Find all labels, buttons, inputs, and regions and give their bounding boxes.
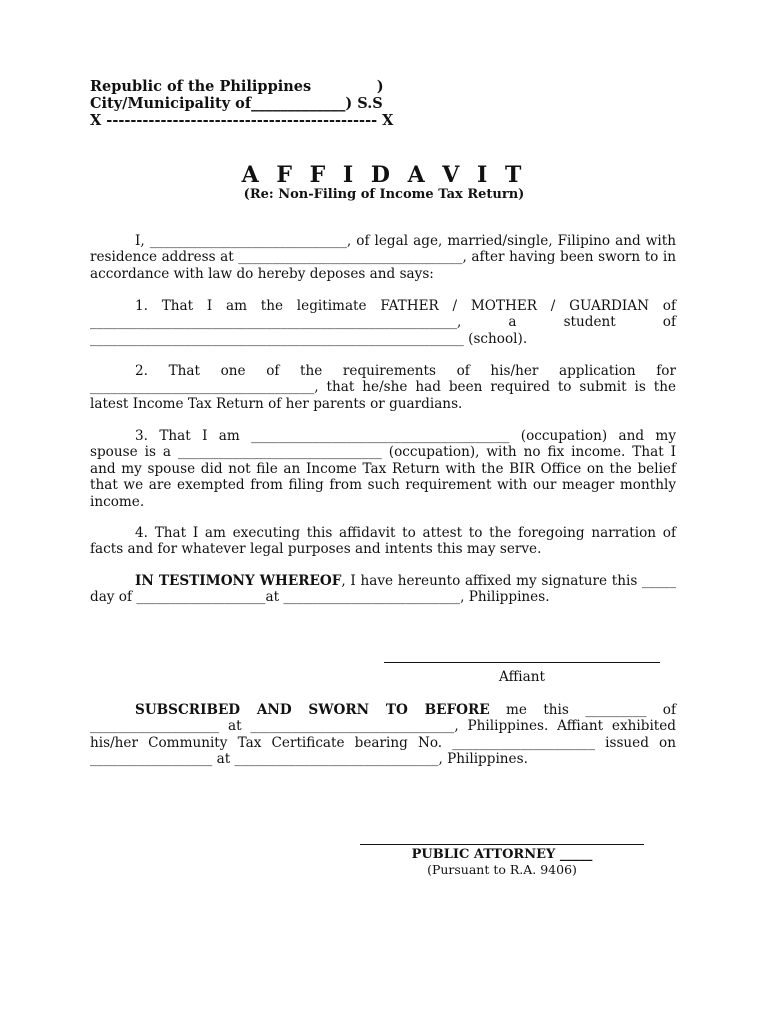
attorney-signature-block (360, 844, 644, 877)
attorney-note: (Pursuant to R.A. 9406) (427, 862, 577, 877)
document-header (90, 78, 393, 129)
header-divider-line: X --------------------------------------------- X (90, 112, 394, 129)
subscribed-text: me this _________ of ___________________ at ______________________________, Philippines. Affiant exhibited his/her Community Tax Certificate bearing No. _____________________ issued on __________________ at ______________________________, Philippines. (90, 702, 676, 768)
attorney-label: PUBLIC ATTORNEY _____ (411, 847, 593, 862)
item-4-paragraph: 4. That I am executing this affidavit to attest to the foregoing narration of facts and for whatever legal purposes and intents this may serve. (90, 525, 676, 558)
document-subtitle: (Re: Non-Filing of Income Tax Return) (243, 187, 525, 202)
affiant-signature-line (384, 662, 660, 663)
subscribed-paragraph (90, 702, 676, 768)
header-city-line: City/Municipality of_____________) S.S (90, 95, 383, 112)
document-title: A F F I D A V I T (241, 162, 527, 188)
intro-paragraph: I, _____________________________, of legal age, married/single, Filipino and with residence address at _________________________________, after having been sworn to in accordance with law do hereby deposes and says: (90, 233, 676, 282)
item-3-paragraph: 3. That I am ______________________________________ (occupation) and my spouse is a ______________________________ (occupation), with no fix income. That I and my spouse did not file an Income Tax Return with the BIR Office on the belief that we are exempted from filing from such requirement with our meager monthly income. (90, 428, 676, 510)
subscribed-heading: SUBSCRIBED AND SWORN TO BEFORE (135, 702, 490, 718)
testimony-paragraph (90, 573, 676, 606)
attorney-signature-line (360, 844, 644, 845)
item-1-paragraph: 1. That I am the legitimate FATHER / MOTHER / GUARDIAN of ______________________________________________________, a student of _______________________________________________________ (school). (90, 298, 676, 347)
testimony-heading: IN TESTIMONY WHEREOF (135, 573, 342, 589)
affiant-signature-block (384, 662, 660, 685)
affiant-label: Affiant (499, 669, 545, 685)
testimony-text: , I have hereunto affixed my signature this _____ day of ___________________at __________________________, Philippines. (90, 573, 676, 606)
header-republic-line: Republic of the Philippines ) (90, 78, 384, 95)
item-2-paragraph: 2. That one of the requirements of his/her application for _________________________________, that he/she had been required to submit is the latest Income Tax Return of her parents or guardians. (90, 363, 676, 412)
